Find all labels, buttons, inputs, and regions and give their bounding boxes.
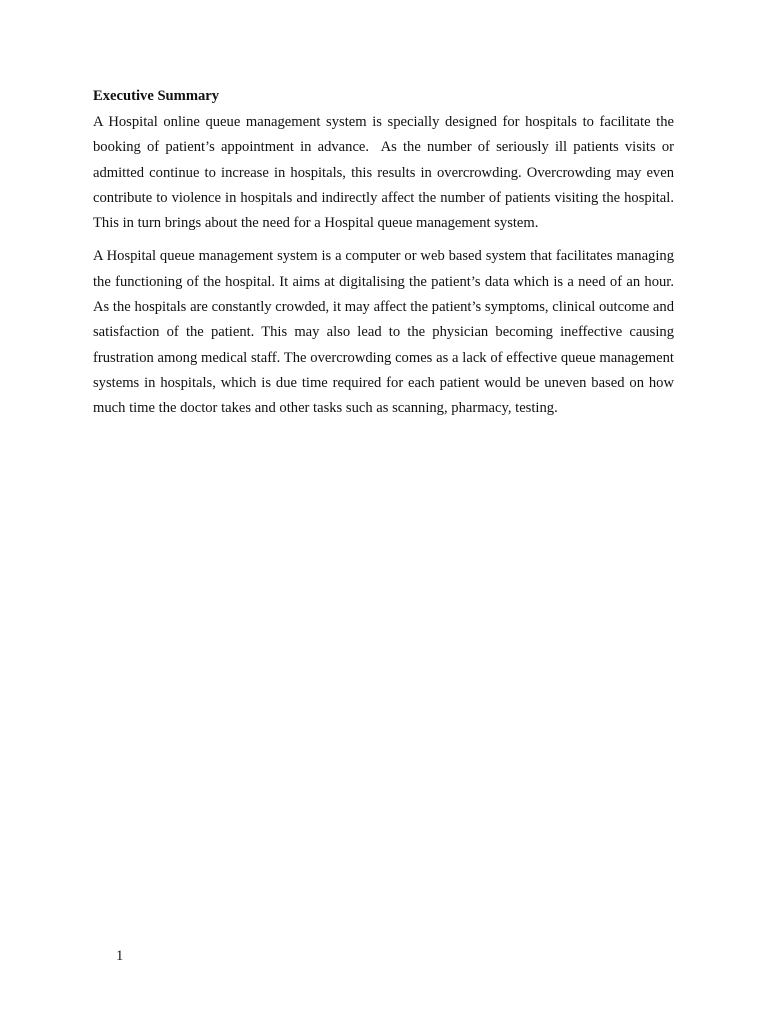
page-content — [93, 86, 678, 430]
paragraph-1: A Hospital online queue management system is specially designed for hospitals to facilitate the booking of patient’s appointment in advance. As the number of seriously ill patients visits or admitted continue to increase in hospitals, this results in overcrowding. Overcrowding may even contribute to violence in hospitals and indirectly affect the number of patients visiting the hospital. This in turn brings about the need for a Hospital queue management system. — [93, 114, 678, 232]
paragraph-2: A Hospital queue management system is a computer or web based system that facilitates managing the functioning of the hospital. It aims at digitalising the patient’s data which is a need of an hour. As the hospitals are constantly crowded, it may affect the patient’s symptoms, clinical outcome and satisfaction of the patient. This may also lead to the physician becoming ineffective causing frustration among medical staff. The overcrowding comes as a lack of effective queue management systems in hospitals, which is due time required for each patient would be uneven based on how much time the doctor takes and other tasks such as scanning, pharmacy, testing. — [93, 248, 678, 417]
page-number: 1 — [116, 948, 124, 964]
section-heading: Executive Summary — [93, 88, 220, 104]
